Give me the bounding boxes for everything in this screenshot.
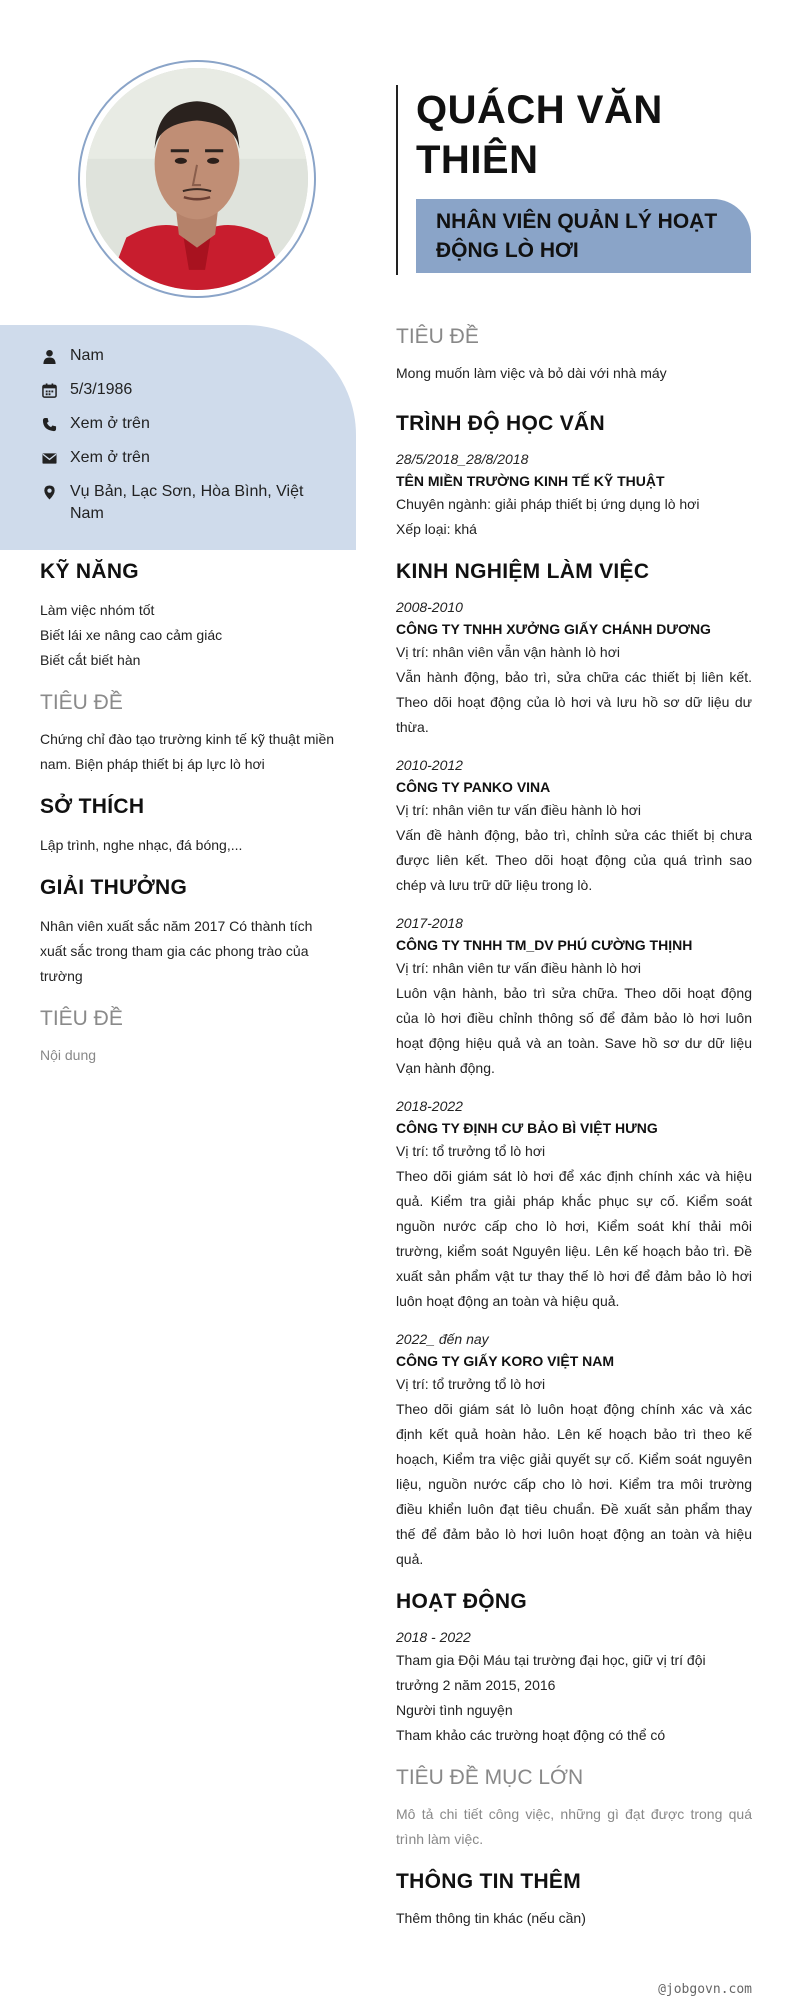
job-description: Vấn đề hành động, bảo trì, chỉnh sửa các thiết bị chưa được liên kết. Theo dõi hoạt động của quá trình sao chép và lưu trữ dữ liệu trong lò. — [396, 827, 752, 893]
left-section-2 — [40, 1007, 340, 1068]
skill-item: Biết lái xe nâng cao cảm giác — [40, 627, 223, 643]
job-date: 2010-2012 — [396, 757, 463, 773]
hobbies-section — [40, 795, 340, 858]
hobbies-title: SỞ THÍCH — [40, 795, 145, 818]
job-company: CÔNG TY TNHH XƯỞNG GIẤY CHÁNH DƯƠNG — [396, 621, 711, 637]
calendar-icon — [40, 379, 58, 401]
hobbies-content: Lập trình, nghe nhạc, đá bóng,... — [40, 837, 243, 853]
profile-photo — [86, 68, 308, 290]
left-section-2-content: Nội dung — [40, 1047, 97, 1063]
job-position: Vị trí: tổ trưởng tổ lò hơi — [396, 1143, 546, 1159]
birthday-value: 5/3/1986 — [70, 381, 133, 398]
job-company: CÔNG TY ĐỊNH CƯ BẢO BÌ VIỆT HƯNG — [396, 1120, 658, 1136]
awards-content: Nhân viên xuất sắc năm 2017 Có thành tích xuất sắc trong tham gia các phong trào của trường — [40, 918, 313, 984]
job-company: CÔNG TY PANKO VINA — [396, 779, 551, 795]
person-icon — [40, 345, 58, 367]
job-position: Vị trí: tổ trưởng tổ lò hơi — [396, 1376, 546, 1392]
skills-title: KỸ NĂNG — [40, 560, 139, 583]
left-section-2-title: TIÊU ĐỀ — [40, 1007, 123, 1030]
objective-content: Mong muốn làm việc và bỏ dài với nhà máy — [396, 365, 667, 381]
left-section-1 — [40, 691, 340, 777]
activity-line: Người tình nguyện — [396, 1702, 513, 1718]
contact-address — [40, 481, 326, 525]
objective-title: TIÊU ĐỀ — [396, 325, 479, 348]
job-entry — [396, 1095, 752, 1314]
location-icon — [40, 481, 58, 503]
job-date: 2008-2010 — [396, 599, 463, 615]
job-description: Vẫn hành động, bảo trì, sửa chữa các thiết bị liên kết. Theo dõi hoạt động của lò hơi và lưu hồ sơ dữ liệu dư thừa. — [396, 669, 752, 735]
extra-content: Thêm thông tin khác (nếu cần) — [396, 1910, 586, 1926]
big-section — [396, 1766, 752, 1852]
education-major: Chuyên ngành: giải pháp thiết bị ứng dụng lò hơi — [396, 496, 700, 512]
activities-section — [396, 1590, 752, 1748]
activity-line: Tham gia Đội Máu tại trường đại học, giữ vị trí đội trưởng 2 năm 2015, 2016 — [396, 1652, 706, 1693]
job-position: Vị trí: nhân viên tư vấn điều hành lò hơi — [396, 960, 642, 976]
activity-line: Tham khảo các trường hoạt động có thể có — [396, 1727, 666, 1743]
gender-value: Nam — [70, 347, 104, 364]
job-title-badge: NHÂN VIÊN QUẢN LÝ HOẠT ĐỘNG LÒ HƠI — [416, 199, 751, 273]
contact-email — [40, 447, 326, 469]
activities-title: HOẠT ĐỘNG — [396, 1590, 528, 1613]
contact-panel — [0, 325, 356, 550]
experience-section — [396, 560, 752, 1572]
job-entry — [396, 754, 752, 898]
job-description: Theo dõi giám sát lò hơi để xác định chính xác và hiệu quả. Kiểm tra giải pháp khắc phục sự cố. Kiểm soát nguồn nước cấp cho lò hơi, Kiểm soát khí thải môi trường, kiểm soát Nguyên liệu. Lên kế hoạch bảo trì. Đề xuất sản phẩm vật tư thay thế lò hơi để đảm bảo lò hơi luôn hoạt động an toàn và hiệu quả. — [396, 1168, 752, 1309]
contact-gender — [40, 345, 326, 367]
awards-title: GIẢI THƯỞNG — [40, 876, 188, 899]
address-value: Vụ Bản, Lạc Sơn, Hòa Bình, Việt Nam — [70, 483, 304, 522]
right-column — [396, 325, 752, 1949]
extra-title: THÔNG TIN THÊM — [396, 1870, 582, 1893]
left-section-1-title: TIÊU ĐỀ — [40, 691, 123, 714]
job-date: 2022_ đến nay — [396, 1331, 489, 1347]
left-column — [40, 560, 340, 1086]
profile-photo-frame — [78, 60, 316, 298]
name-block — [396, 85, 751, 275]
education-grade: Xếp loại: khá — [396, 521, 477, 537]
job-date: 2017-2018 — [396, 915, 463, 931]
job-entry — [396, 1328, 752, 1572]
job-entry — [396, 912, 752, 1081]
objective-section — [396, 325, 752, 386]
job-position: Vị trí: nhân viên vẫn vận hành lò hơi — [396, 644, 620, 660]
extra-section — [396, 1870, 752, 1931]
education-title: TRÌNH ĐỘ HỌC VẤN — [396, 412, 605, 435]
education-date: 28/5/2018_28/8/2018 — [396, 451, 529, 467]
activities-date: 2018 - 2022 — [396, 1629, 471, 1645]
job-company: CÔNG TY GIẤY KORO VIỆT NAM — [396, 1353, 615, 1369]
experience-title: KINH NGHIỆM LÀM VIỆC — [396, 560, 650, 583]
skill-item: Làm việc nhóm tốt — [40, 602, 155, 618]
contact-phone — [40, 413, 326, 435]
left-section-1-content: Chứng chỉ đào tạo trường kinh tế kỹ thuật miền nam. Biện pháp thiết bị áp lực lò hơi — [40, 731, 335, 772]
job-position: Vị trí: nhân viên tư vấn điều hành lò hơi — [396, 802, 642, 818]
big-section-content: Mô tả chi tiết công việc, những gì đạt được trong quá trình làm việc. — [396, 1806, 752, 1847]
watermark: @jobgovn.com — [658, 1982, 752, 1997]
job-description: Luôn vận hành, bảo trì sửa chữa. Theo dõi hoạt động của lò hơi điều chỉnh thông số để đảm bảo lò hơi luôn hoạt động hiệu quả và an toàn. Save hồ sơ dư dữ liệu Vạn hành động. — [396, 985, 752, 1076]
job-date: 2018-2022 — [396, 1098, 463, 1114]
education-section — [396, 412, 752, 542]
job-entry — [396, 596, 752, 740]
skills-section — [40, 560, 340, 673]
job-company: CÔNG TY TNHH TM_DV PHÚ CƯỜNG THỊNH — [396, 937, 693, 953]
big-section-title: TIÊU ĐỀ MỤC LỚN — [396, 1766, 584, 1789]
phone-icon — [40, 413, 58, 435]
email-icon — [40, 447, 58, 469]
school-name: TÊN MIỀN TRƯỜNG KINH TẾ KỸ THUẬT — [396, 473, 665, 489]
phone-value: Xem ở trên — [70, 415, 150, 432]
awards-section — [40, 876, 340, 989]
skill-item: Biết cắt biết hàn — [40, 652, 141, 668]
job-description: Theo dõi giám sát lò luôn hoạt động chính xác và xác định kết quả hoàn hảo. Lên kế hoạch bảo trì theo kế hoạch, Kiểm tra việc giải quyết sự cố. Kiểm soát nguyên liệu, nguồn nước cấp cho lò hơi. Kiểm tra môi trường điều khiển luôn đạt tiêu chuẩn. Đề xuất sản phẩm thay thế để đảm bảo lò hơi luôn hoạt động an toàn và hiệu quả. — [396, 1401, 752, 1567]
candidate-name: QUÁCH VĂN THIÊN — [416, 88, 663, 182]
contact-birthday — [40, 379, 326, 401]
email-value: Xem ở trên — [70, 449, 150, 466]
